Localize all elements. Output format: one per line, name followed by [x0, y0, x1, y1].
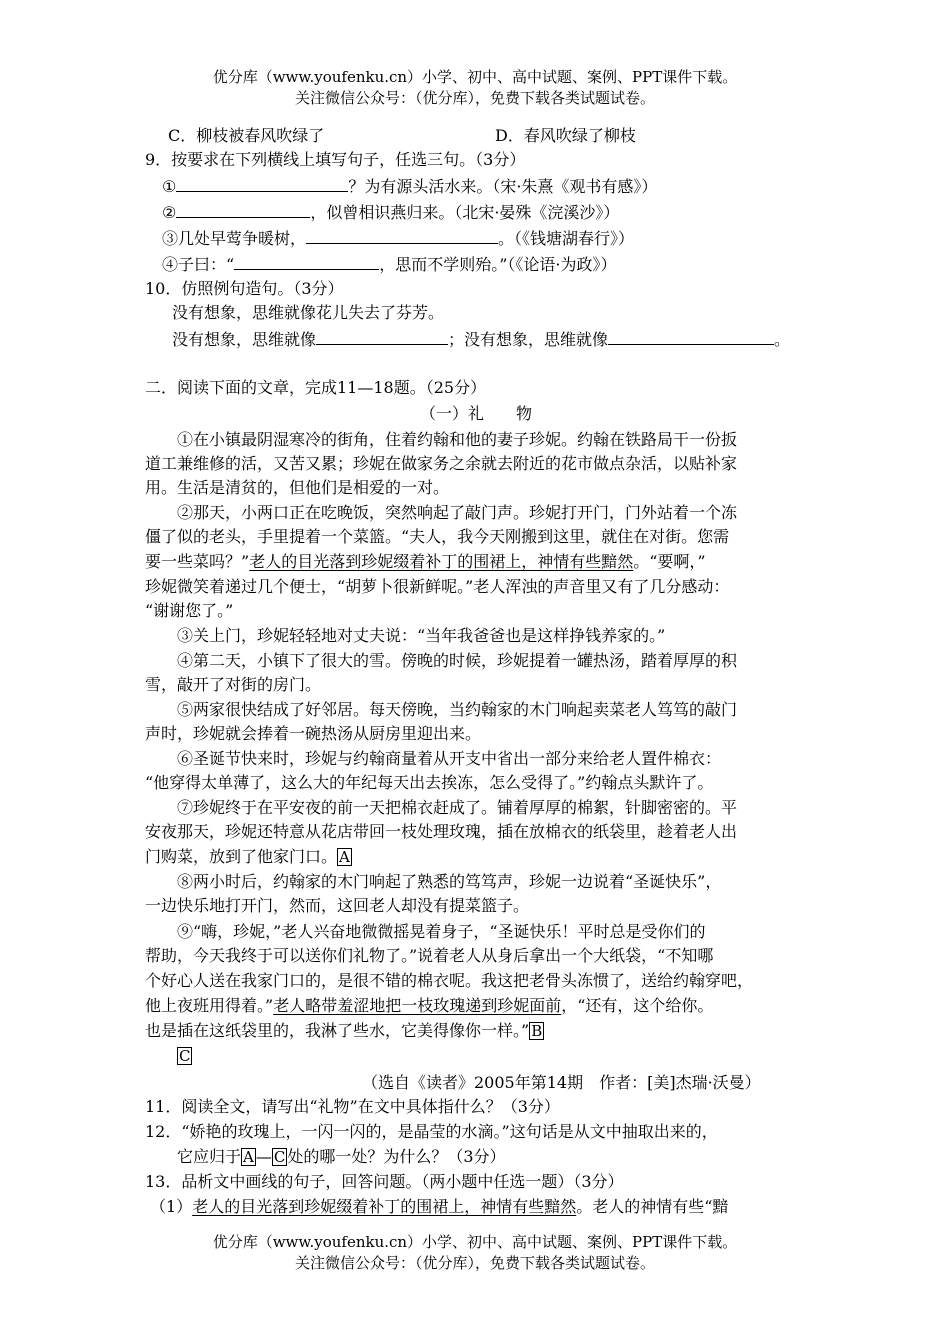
underlined-sentence-1: 老人的目光落到珍妮缀着补丁的围裙上，神情有些黯然 — [192, 1197, 577, 1216]
article-line: ⑥圣诞节快来时，珍妮与约翰商量着从开支中省出一部分来给老人置件棉衣： — [177, 749, 722, 768]
header-line-1: 优分库（www.youfenku.cn）小学、初中、高中试题、案例、PPT课件下载。 — [212, 68, 738, 86]
position-mark-a: A — [339, 848, 350, 866]
article-line: “谢谢您了。” — [145, 601, 234, 620]
article-title: （一）礼 物 — [420, 404, 533, 423]
article-line: ④第二天，小镇下了很大的雪。傍晚的时候，珍妮提着一罐热汤，踏着厚厚的积 — [177, 651, 738, 670]
q9-item-4: ④子曰：“ ，思而不学则殆。”（《论语·为政》） — [162, 252, 616, 277]
q9-item-1: ① ？为有源头活水来。（宋·朱熹《观书有感》） — [162, 174, 657, 199]
underlined-sentence-1: 老人的目光落到珍妮缀着补丁的围裙上，神情有些黯然 — [249, 552, 634, 571]
q9-item-3: ③几处早莺争暖树， 。（《钱塘湖春行》） — [162, 226, 634, 251]
option-d: D．春风吹绿了柳枝 — [495, 126, 636, 145]
answer-blank[interactable] — [608, 327, 774, 345]
article-line: ②那天，小两口正在吃晚饭，突然响起了敲门声。珍妮打开门，门外站着一个冻 — [177, 503, 738, 522]
article-line: 声时，珍妮就会捧着一碗热汤从厨房里迎出来。 — [145, 724, 482, 743]
q10-title: 10．仿照例句造句。（3分） — [145, 279, 344, 298]
underlined-sentence-2: 老人略带羞涩地把一枝玫瑰递到珍妮面前 — [273, 996, 562, 1015]
article-line — [177, 1044, 192, 1068]
article-line: 安夜那天，珍妮还特意从花店带回一枝处理玫瑰，插在放棉衣的纸袋里，趁着老人出 — [145, 822, 738, 841]
answer-blank[interactable] — [176, 174, 348, 192]
question-12-cont: 它应归于 A — C 处的哪一处？为什么？（3分） — [177, 1147, 506, 1166]
article-source: （选自《读者》2005年第14期 作者：[美]杰瑞·沃曼） — [362, 1073, 761, 1092]
answer-blank[interactable] — [316, 327, 448, 345]
footer-line-1: 优分库（www.youfenku.cn）小学、初中、高中试题、案例、PPT课件下载。 — [212, 1233, 738, 1251]
article-line: ③关上门，珍妮轻轻地对丈夫说：“当年我爸爸也是这样挣钱养家的。” — [177, 626, 666, 645]
article-line: 门购菜，放到了他家门口。 A — [145, 847, 350, 866]
footer-line-2: 关注微信公众号：（优分库），免费下载各类试题试卷。 — [294, 1254, 655, 1272]
question-12: 12．“娇艳的玫瑰上，一闪一闪的，是晶莹的水滴。”这句话是从文中抽取出来的， — [145, 1122, 718, 1141]
q10-example: 没有想象，思维就像花儿失去了芬芳。 — [172, 303, 445, 322]
article-line: 个好心人送在我家门口的，是很不错的棉衣呢。我这把老骨头冻惯了，送给约翰穿吧， — [145, 971, 754, 990]
article-line: 也是插在这纸袋里的，我淋了些水，它美得像你一样。” B — [145, 1021, 543, 1040]
option-c: C．柳枝被春风吹绿了 — [168, 126, 325, 145]
header-line-2: 关注微信公众号：（优分库），免费下载各类试题试卷。 — [294, 89, 655, 107]
q10-prompt: 没有想象，思维就像 ；没有想象，思维就像 。 — [172, 327, 790, 352]
article-line: 要一些菜吗？”老人的目光落到珍妮缀着补丁的围裙上，神情有些黯然。“要啊，” — [145, 552, 706, 571]
section-2-title: 二．阅读下面的文章，完成11—18题。（25分） — [145, 378, 487, 397]
question-13: 13．品析文中画线的句子，回答问题。（两小题中任选一题）（3分） — [145, 1172, 624, 1191]
article-line: 道工兼维修的活，又苦又累；珍妮在做家务之余就去附近的花市做点杂活，以贴补家 — [145, 454, 738, 473]
answer-blank[interactable] — [234, 252, 379, 270]
article-line: 帮助，今天我终于可以送你们礼物了。”说着老人从身后拿出一个大纸袋，“不知哪 — [145, 946, 714, 965]
article-line: “他穿得太单薄了，这么大的年纪每天出去挨冻，怎么受得了。”约翰点头默许了。 — [145, 773, 714, 792]
article-line: 他上夜班用得着。”老人略带羞涩地把一枝玫瑰递到珍妮面前，“还有，这个给你。 — [145, 996, 714, 1015]
article-line: ⑦珍妮终于在平安夜的前一天把棉衣赶成了。铺着厚厚的棉絮，针脚密密的。平 — [177, 798, 738, 817]
position-mark-c: C — [273, 1148, 286, 1166]
article-line: 珍妮微笑着递过几个便士，“胡萝卜很新鲜呢。”老人浑浊的声音里又有了几分感动： — [145, 577, 730, 596]
q9-title: 9．按要求在下列横线上填写句子，任选三句。（3分） — [145, 150, 526, 169]
article-line: ⑨“嗨，珍妮，”老人兴奋地微微摇晃着身子，“圣诞快乐！平时总是受你们的 — [177, 922, 706, 941]
article-line: 用。生活是清贫的，但他们是相爱的一对。 — [145, 478, 450, 497]
article-line: ①在小镇最阴湿寒冷的街角，住着约翰和他的妻子珍妮。约翰在铁路局干一份扳 — [177, 430, 738, 449]
article-line: 僵了似的老头，手里提着一个菜篮。“夫人，我今天刚搬到这里，就住在对街。您需 — [145, 527, 730, 546]
article-line: 雪，敲开了对街的房门。 — [145, 675, 322, 694]
article-line: ⑧两小时后，约翰家的木门响起了熟悉的笃笃声，珍妮一边说着“圣诞快乐”， — [177, 872, 722, 891]
position-mark-a: A — [243, 1148, 254, 1166]
question-11: 11．阅读全文，请写出“礼物”在文中具体指什么？（3分） — [145, 1097, 560, 1116]
question-13-1: （1）老人的目光落到珍妮缀着补丁的围裙上，神情有些黯然。老人的神情有些“黯 — [150, 1197, 729, 1216]
article-line: ⑤两家很快结成了好邻居。每天傍晚，当约翰家的木门响起卖菜老人笃笃的敲门 — [177, 700, 738, 719]
position-mark-c: C — [179, 1047, 191, 1065]
answer-blank[interactable] — [176, 200, 310, 218]
position-mark-b: B — [531, 1022, 543, 1040]
answer-blank[interactable] — [306, 226, 498, 244]
article-line: 一边快乐地打开门，然而，这回老人却没有提菜篮子。 — [145, 896, 530, 915]
q9-item-2: ② ，似曾相识燕归来。（北宋·晏殊《浣溪沙》） — [162, 200, 619, 225]
